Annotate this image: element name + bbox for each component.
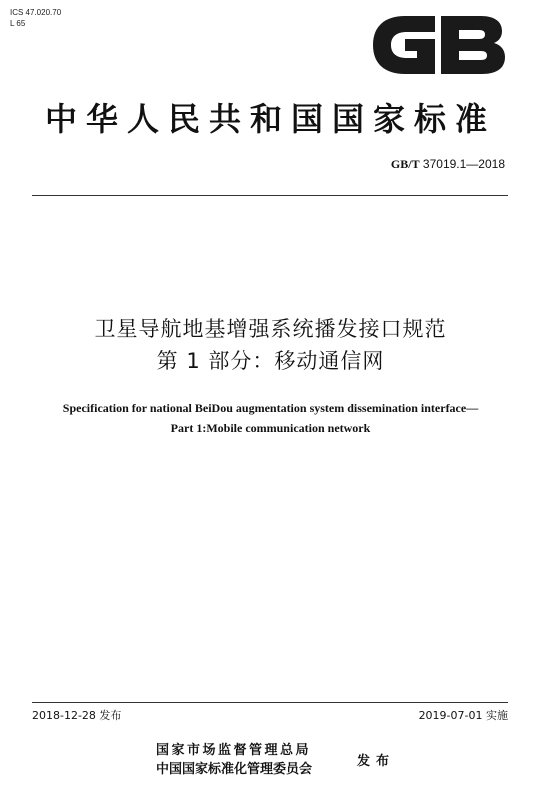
chinese-title-line1: 卫星导航地基增强系统播发接口规范: [94, 317, 447, 341]
classification-codes: [10, 7, 61, 29]
standard-number: [391, 157, 505, 172]
bottom-divider: [32, 702, 508, 703]
english-title-line2: Part 1:Mobile communication network: [170, 421, 371, 435]
top-divider: [32, 195, 508, 196]
ics-code: ICS 47.020.70: [10, 8, 62, 17]
standard-code: 37019.1—2018: [422, 157, 505, 171]
standard-prefix: GB/T: [390, 157, 420, 171]
implementation-date: 2019-07-01 实施: [418, 709, 508, 722]
issue-date: 2018-12-28 发布: [32, 709, 122, 722]
issuer-sac: 中国国家标准化管理委员会: [156, 762, 313, 777]
english-title-line1: Specification for national BeiDou augmentation system dissemination interface—: [62, 401, 479, 415]
publish-label: 发布: [357, 754, 396, 769]
issuing-organizations: [156, 741, 312, 779]
ccs-code: L 65: [10, 19, 26, 28]
national-standard-title: 中华人民共和国国家标准: [44, 100, 496, 138]
gb-logo: [369, 12, 507, 78]
issuer-samr: 国家市场监督管理总局: [156, 743, 312, 758]
chinese-title-line2: 第 1 部分：移动通信网: [156, 349, 385, 373]
